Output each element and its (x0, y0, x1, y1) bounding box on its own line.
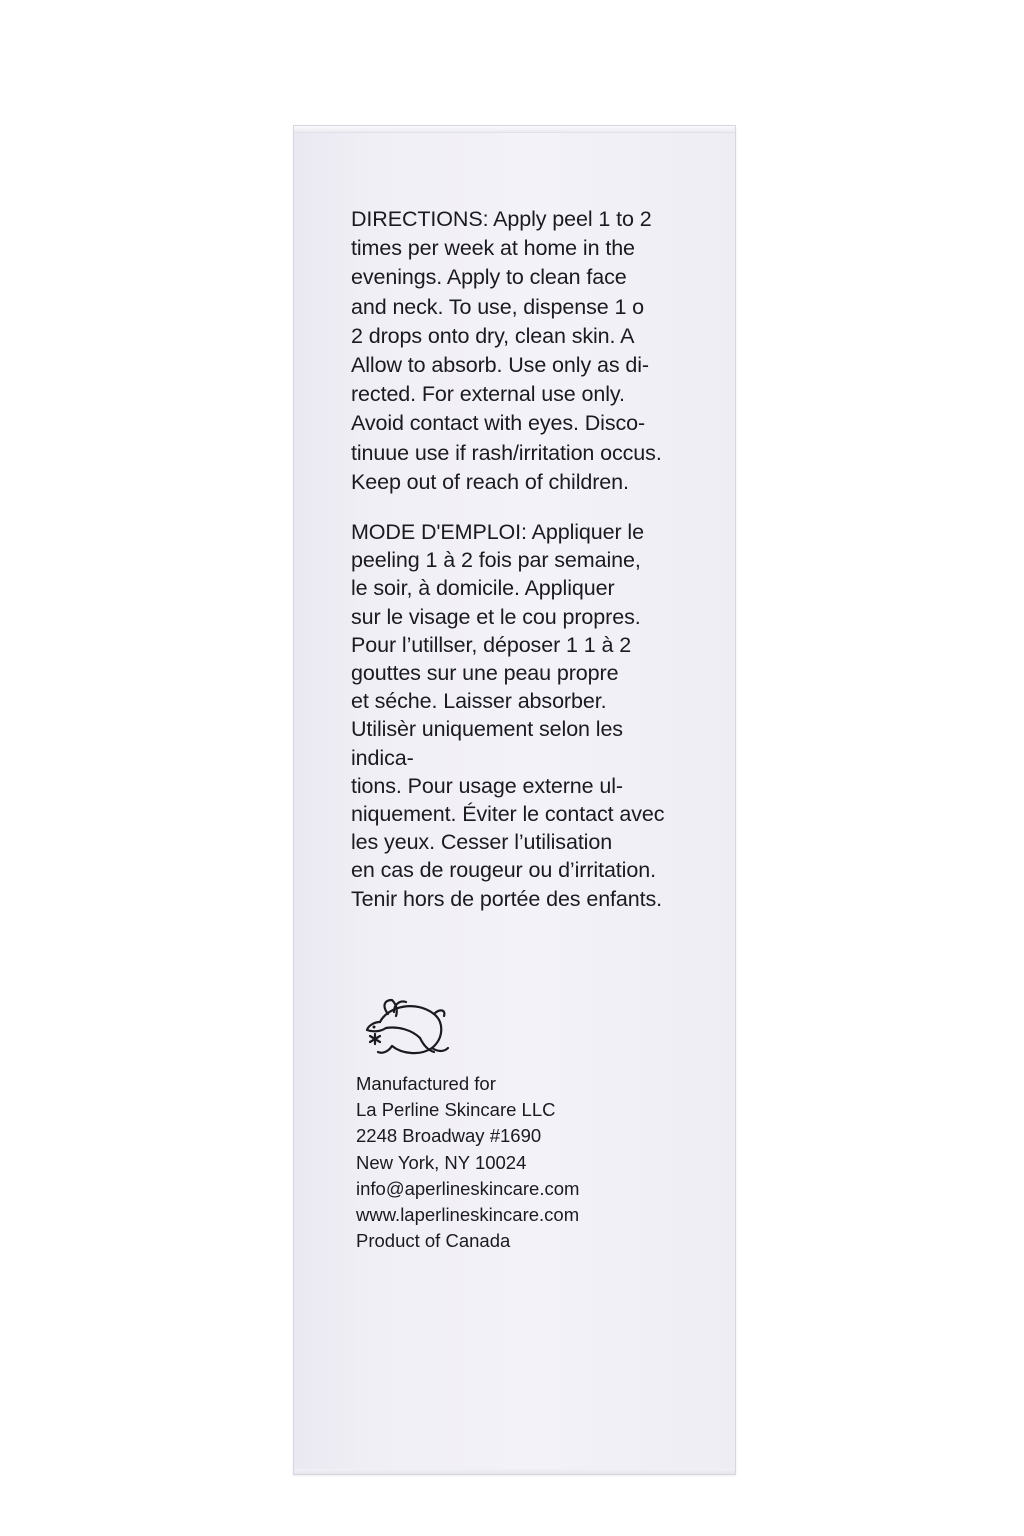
product-box-panel (293, 125, 736, 1475)
origin-line: Product of Canada (356, 1230, 511, 1252)
website-line: www.laperlineskincare.com (356, 1204, 580, 1226)
mode-emploi-text: MODE D'EMPLOI: Appliquer le peeling 1 à 2 fois par semaine, le soir, à domicile. Appliquer sur le visage et le cou propres. Pour l’utillser, déposer 1 1 à 2 gouttes sur une peau propre et séche. Laisser absorber. Utilisèr uniquement selon les indica- tions. Pour usage externe ul- niquement. Éviter le contact avec les yeux. Cesser l’utilisation en cas de rougeur ou d’irritation. Tenir hors de portée des enfants. (351, 520, 665, 911)
address-line: Manufactured for (356, 1073, 496, 1094)
manufacturer-address (356, 1071, 579, 1254)
address-line: New York, NY 10024 (356, 1151, 527, 1173)
box-top-edge (294, 126, 735, 133)
leaping-bunny-icon (358, 992, 450, 1062)
address-line: La Perline Skincare LLC (356, 1099, 556, 1121)
email-line: info@aperlineskincare.com (356, 1177, 580, 1199)
box-bottom-edge (294, 1469, 735, 1474)
directions-text: DIRECTIONS: Apply peel 1 to 2 times per week at home in the evenings. Apply to clean face and neck. To use, dispense 1 o 2 drops onto dry, clean skin. A Allow to absorb. Use only as di- rected. For external use only. Avoid contact with eyes. Disco- tinuue use if rash/irritation occus. Keep out of reach of children. (351, 207, 662, 494)
address-line: 2248 Broadway #1690 (356, 1125, 542, 1147)
